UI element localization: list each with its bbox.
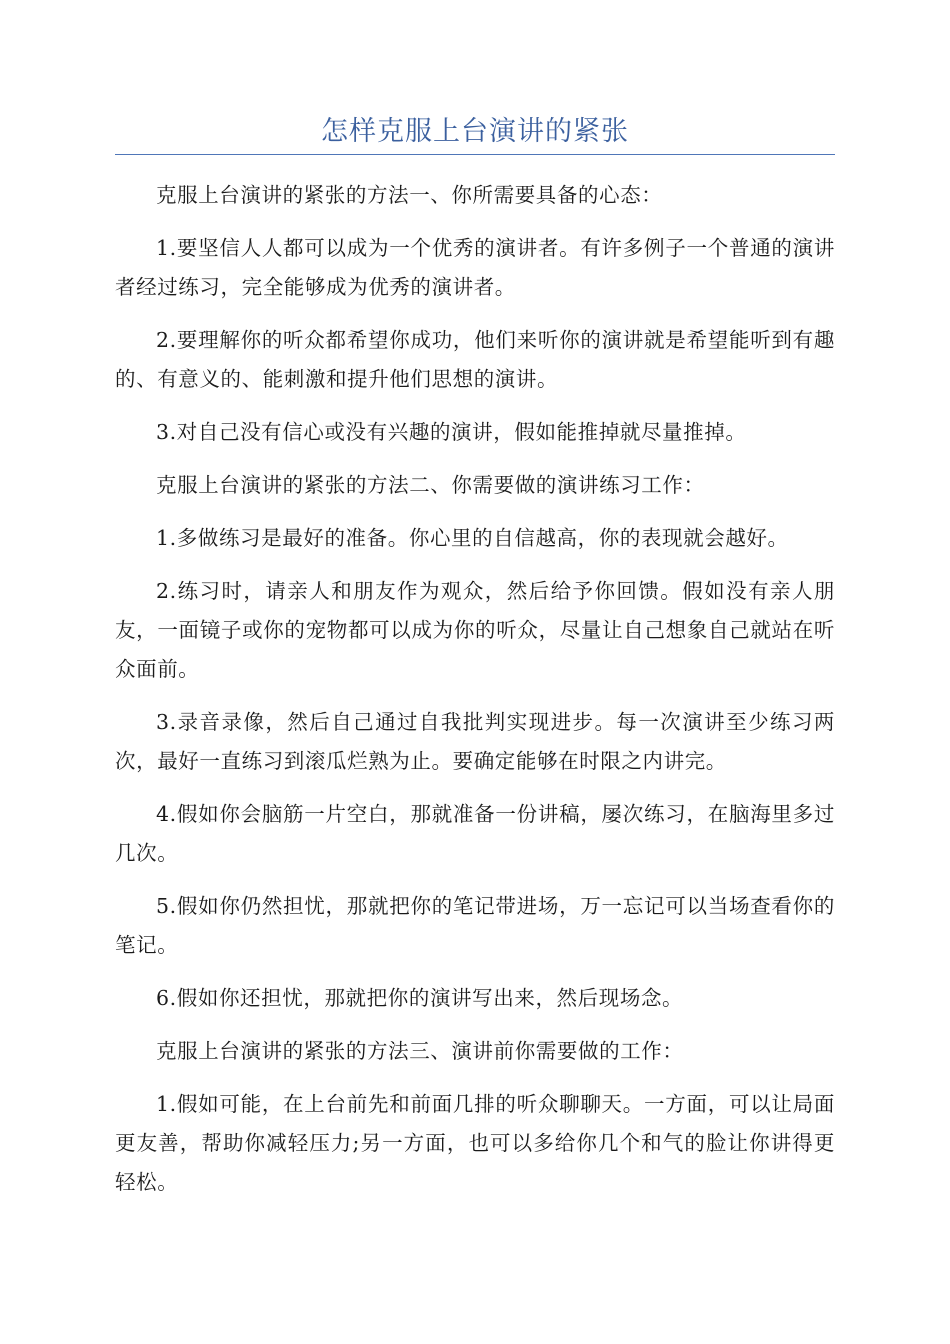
paragraph: 1.假如可能，在上台前先和前面几排的听众聊聊天。一方面，可以让局面更友善，帮助你减轻压力;另一方面，也可以多给你几个和气的脸让你讲得更轻松。 (115, 1092, 835, 1194)
document-body (115, 176, 835, 1216)
paragraph: 6.假如你还担忧，那就把你的演讲写出来，然后现场念。 (156, 986, 684, 1010)
paragraph: 1.要坚信人人都可以成为一个优秀的演讲者。有许多例子一个普通的演讲者经过练习，完全能够成为优秀的演讲者。 (115, 236, 835, 299)
paragraph: 2.要理解你的听众都希望你成功，他们来听你的演讲就是希望能听到有趣的、有意义的、能刺激和提升他们思想的演讲。 (115, 328, 835, 391)
title-underline (115, 154, 835, 155)
heading-method-three: 克服上台演讲的紧张的方法三、演讲前你需要做的工作： (156, 1039, 684, 1063)
paragraph: 5.假如你仍然担忧，那就把你的笔记带进场，万一忘记可以当场查看你的笔记。 (115, 894, 835, 957)
paragraph: 4.假如你会脑筋一片空白，那就准备一份讲稿，屡次练习，在脑海里多过几次。 (115, 802, 835, 865)
heading-method-one: 克服上台演讲的紧张的方法一、你所需要具备的心态： (156, 183, 663, 207)
paragraph: 3.对自己没有信心或没有兴趣的演讲，假如能推掉就尽量推掉。 (156, 420, 747, 444)
heading-method-two: 克服上台演讲的紧张的方法二、你需要做的演讲练习工作： (156, 473, 705, 497)
paragraph: 2.练习时，请亲人和朋友作为观众，然后给予你回馈。假如没有亲人朋友，一面镜子或你的宠物都可以成为你的听众，尽量让自己想象自己就站在听众面前。 (115, 579, 835, 681)
paragraph: 1.多做练习是最好的准备。你心里的自信越高，你的表现就会越好。 (156, 526, 789, 550)
paragraph: 3.录音录像，然后自己通过自我批判实现进步。每一次演讲至少练习两次，最好一直练习到滚瓜烂熟为止。要确定能够在时限之内讲完。 (115, 710, 835, 773)
document-title: 怎样克服上台演讲的紧张 (321, 116, 629, 147)
